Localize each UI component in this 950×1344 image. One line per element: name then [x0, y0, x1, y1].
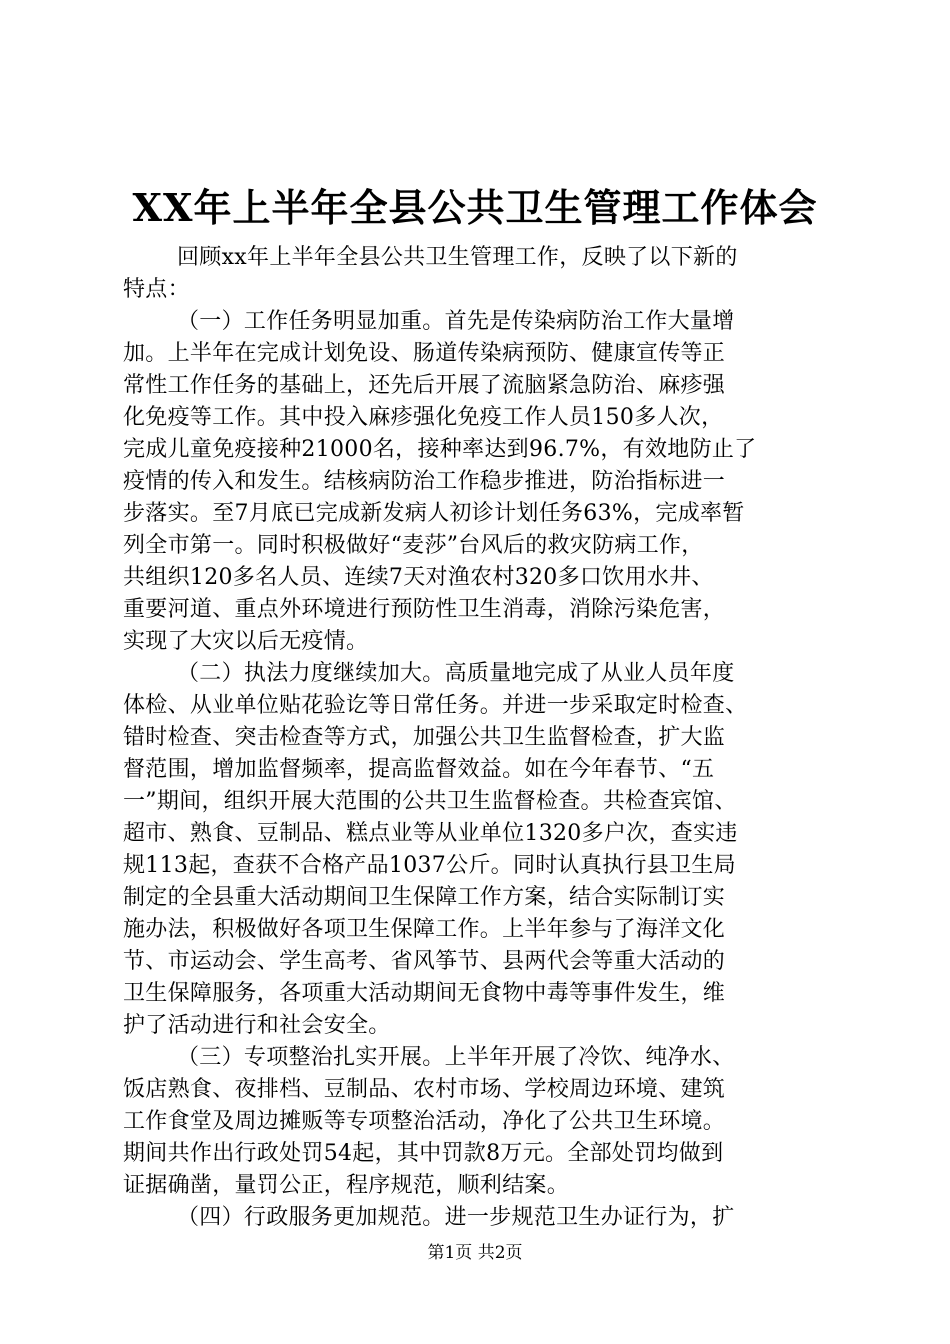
body-line: 化免疫等工作。其中投入麻疹强化免疫工作人员150多人次，: [123, 405, 724, 430]
body-line: 特点：: [123, 277, 190, 302]
body-line: 督范围，增加监督频率，提高监督效益。如在今年春节、“五: [123, 757, 715, 782]
body-line: 饭店熟食、夜排档、豆制品、农村市场、学校周边环境、建筑: [123, 1077, 726, 1102]
body-line: 施办法，积极做好各项卫生保障工作。上半年参与了海洋文化: [123, 917, 726, 942]
body-line: 体检、从业单位贴花验讫等日常任务。并进一步采取定时检查、: [123, 693, 748, 718]
body-line: （二）执法力度继续加大。高质量地完成了从业人员年度: [177, 661, 735, 686]
body-line: 一”期间，组织开展大范围的公共卫生监督检查。共检查宾馆、: [123, 789, 737, 814]
document-body: [123, 242, 835, 1234]
body-line: 步落实。至7月底已完成新发病人初诊计划任务63%，完成率暂: [123, 501, 745, 526]
body-line: （四）行政服务更加规范。进一步规范卫生办证行为，扩: [177, 1205, 735, 1230]
body-line: 加。上半年在完成计划免设、肠道传染病预防、健康宣传等正: [123, 341, 726, 366]
body-line: 护了活动进行和社会安全。: [123, 1013, 391, 1038]
body-line: 完成儿童免疫接种21000名，接种率达到96.7%，有效地防止了: [123, 437, 757, 462]
body-line: 规113起，查获不合格产品1037公斤。同时认真执行县卫生局: [123, 853, 736, 878]
body-line: 制定的全县重大活动期间卫生保障工作方案，结合实际制订实: [123, 885, 726, 910]
body-line: 超市、熟食、豆制品、糕点业等从业单位1320多户次，查实违: [123, 821, 738, 846]
body-line: 重要河道、重点外环境进行预防性卫生消毒，消除污染危害，: [123, 597, 726, 622]
body-line: 回顾xx年上半年全县公共卫生管理工作，反映了以下新的: [177, 245, 738, 270]
body-line: （三）专项整治扎实开展。上半年开展了冷饮、纯净水、: [177, 1045, 735, 1070]
body-line: 疫情的传入和发生。结核病防治工作稳步推进，防治指标进一: [123, 469, 726, 494]
body-line: 错时检查、突击检查等方式，加强公共卫生监督检查，扩大监: [123, 725, 726, 750]
body-line: （一）工作任务明显加重。首先是传染病防治工作大量增: [177, 309, 735, 334]
body-line: 期间共作出行政处罚54起，其中罚款8万元。全部处罚均做到: [123, 1141, 724, 1166]
body-line: 共组织120多名人员、连续7天对渔农村320多口饮用水井、: [123, 565, 714, 590]
body-line: 实现了大灾以后无疫情。: [123, 629, 369, 654]
page-footer: 第1页 共2页: [427, 1243, 523, 1263]
body-line: 证据确凿，量罚公正，程序规范，顺利结案。: [123, 1173, 570, 1198]
document-title: XX年上半年全县公共卫生管理工作体会: [132, 185, 818, 230]
body-line: 列全市第一。同时积极做好“麦莎”台风后的救灾防病工作，: [123, 533, 704, 558]
body-line: 卫生保障服务，各项重大活动期间无食物中毒等事件发生，维: [123, 981, 726, 1006]
body-line: 常性工作任务的基础上，还先后开展了流脑紧急防治、麻疹强: [123, 373, 726, 398]
body-line: 节、市运动会、学生高考、省风筝节、县两代会等重大活动的: [123, 949, 726, 974]
body-line: 工作食堂及周边摊贩等专项整治活动，净化了公共卫生环境。: [123, 1109, 726, 1134]
